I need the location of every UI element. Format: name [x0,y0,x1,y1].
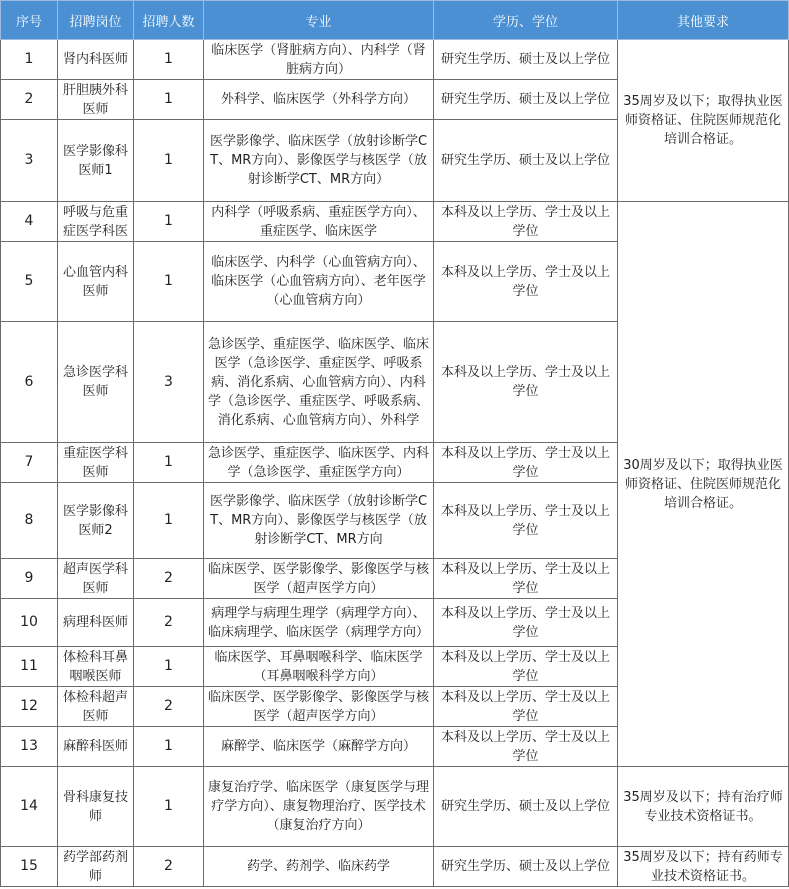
row-degree: 研究生学历、硕士及以上学位 [434,847,618,887]
row-count: 3 [134,322,204,443]
row-count: 2 [134,599,204,647]
other-requirements-group2: 30周岁及以下；取得执业医师资格证、住院医师规范化培训合格证。 [618,202,789,767]
table-row [1,202,789,242]
row-count: 2 [134,847,204,887]
row-no: 12 [1,687,58,727]
row-post: 体检科耳鼻咽喉医师 [58,647,134,687]
row-degree: 本科及以上学历、学士及以上学位 [434,599,618,647]
table-row [1,847,789,887]
row-degree: 研究生学历、硕士及以上学位 [434,767,618,847]
header-major: 专业 [204,1,434,40]
row-count: 1 [134,647,204,687]
row-post: 病理科医师 [58,599,134,647]
header-post: 招聘岗位 [58,1,134,40]
row-no: 15 [1,847,58,887]
row-post: 重症医学科医师 [58,443,134,483]
row-degree: 本科及以上学历、学士及以上学位 [434,242,618,322]
row-no: 13 [1,727,58,767]
row-major: 临床医学、医学影像学、影像医学与核医学（超声医学方向） [204,687,434,727]
row-major: 急诊医学、重症医学、临床医学、内科学（急诊医学、重症医学方向） [204,443,434,483]
row-degree: 本科及以上学历、学士及以上学位 [434,647,618,687]
other-requirements-row14: 35周岁及以下；持有治疗师专业技术资格证书。 [618,767,789,847]
row-count: 1 [134,242,204,322]
row-post: 心血管内科医师 [58,242,134,322]
row-no: 14 [1,767,58,847]
row-degree: 研究生学历、硕士及以上学位 [434,120,618,202]
row-count: 1 [134,483,204,559]
row-post: 呼吸与危重症医学科医 [58,202,134,242]
row-post: 医学影像科医师2 [58,483,134,559]
row-post: 超声医学科医师 [58,559,134,599]
row-major: 药学、药剂学、临床药学 [204,847,434,887]
row-major: 临床医学、耳鼻咽喉科学、临床医学（耳鼻咽喉科学方向） [204,647,434,687]
header-other: 其他要求 [618,1,789,40]
row-post: 骨科康复技师 [58,767,134,847]
row-major: 康复治疗学、临床医学（康复医学与理疗学方向）、康复物理治疗、医学技术（康复治疗方向） [204,767,434,847]
row-no: 9 [1,559,58,599]
row-post: 急诊医学科医师 [58,322,134,443]
row-post: 药学部药剂师 [58,847,134,887]
row-no: 4 [1,202,58,242]
row-post: 体检科超声医师 [58,687,134,727]
row-no: 2 [1,80,58,120]
row-no: 8 [1,483,58,559]
row-major: 临床医学、医学影像学、影像医学与核医学（超声医学方向） [204,559,434,599]
row-major: 急诊医学、重症医学、临床医学、临床医学（急诊医学、重症医学、呼吸系病、消化系病、心血管病方向）、内科学（急诊医学、重症医学、呼吸系病、消化系病、心血管病方向）、外科学 [204,322,434,443]
row-no: 1 [1,40,58,80]
row-major: 病理学与病理生理学（病理学方向）、临床病理学、临床医学（病理学方向） [204,599,434,647]
other-requirements-group1: 35周岁及以下；取得执业医师资格证、住院医师规范化培训合格证。 [618,40,789,202]
row-major: 临床医学（肾脏病方向）、内科学（肾脏病方向） [204,40,434,80]
row-degree: 本科及以上学历、学士及以上学位 [434,483,618,559]
row-count: 1 [134,202,204,242]
other-requirements-row15: 35周岁及以下；持有药师专业技术资格证书。 [618,847,789,887]
row-no: 3 [1,120,58,202]
row-no: 11 [1,647,58,687]
row-count: 1 [134,120,204,202]
row-count: 2 [134,687,204,727]
row-count: 1 [134,40,204,80]
row-count: 1 [134,727,204,767]
row-major: 临床医学、内科学（心血管病方向）、临床医学（心血管病方向）、老年医学（心血管病方向） [204,242,434,322]
row-post: 医学影像科医师1 [58,120,134,202]
row-count: 1 [134,443,204,483]
row-no: 5 [1,242,58,322]
row-post: 麻醉科医师 [58,727,134,767]
row-count: 1 [134,767,204,847]
table-row [1,767,789,847]
row-degree: 本科及以上学历、学士及以上学位 [434,202,618,242]
row-post: 肾内科医师 [58,40,134,80]
row-count: 2 [134,559,204,599]
row-degree: 本科及以上学历、学士及以上学位 [434,559,618,599]
row-no: 6 [1,322,58,443]
row-major: 麻醉学、临床医学（麻醉学方向） [204,727,434,767]
row-major: 外科学、临床医学（外科学方向） [204,80,434,120]
row-major: 医学影像学、临床医学（放射诊断学CT、MR方向）、影像医学与核医学（放射诊断学CT、MR方向 [204,483,434,559]
row-count: 1 [134,80,204,120]
header-count: 招聘人数 [134,1,204,40]
row-major: 内科学（呼吸系病、重症医学方向）、重症医学、临床医学 [204,202,434,242]
row-major: 医学影像学、临床医学（放射诊断学CT、MR方向）、影像医学与核医学（放射诊断学CT、MR方向） [204,120,434,202]
header-no: 序号 [1,1,58,40]
header-degree: 学历、学位 [434,1,618,40]
row-no: 10 [1,599,58,647]
table-row [1,40,789,80]
row-post: 肝胆胰外科医师 [58,80,134,120]
row-degree: 本科及以上学历、学士及以上学位 [434,443,618,483]
header-row [1,1,789,40]
row-degree: 本科及以上学历、学士及以上学位 [434,687,618,727]
row-degree: 研究生学历、硕士及以上学位 [434,80,618,120]
row-degree: 本科及以上学历、学士及以上学位 [434,727,618,767]
row-degree: 本科及以上学历、学士及以上学位 [434,322,618,443]
row-no: 7 [1,443,58,483]
row-degree: 研究生学历、硕士及以上学位 [434,40,618,80]
